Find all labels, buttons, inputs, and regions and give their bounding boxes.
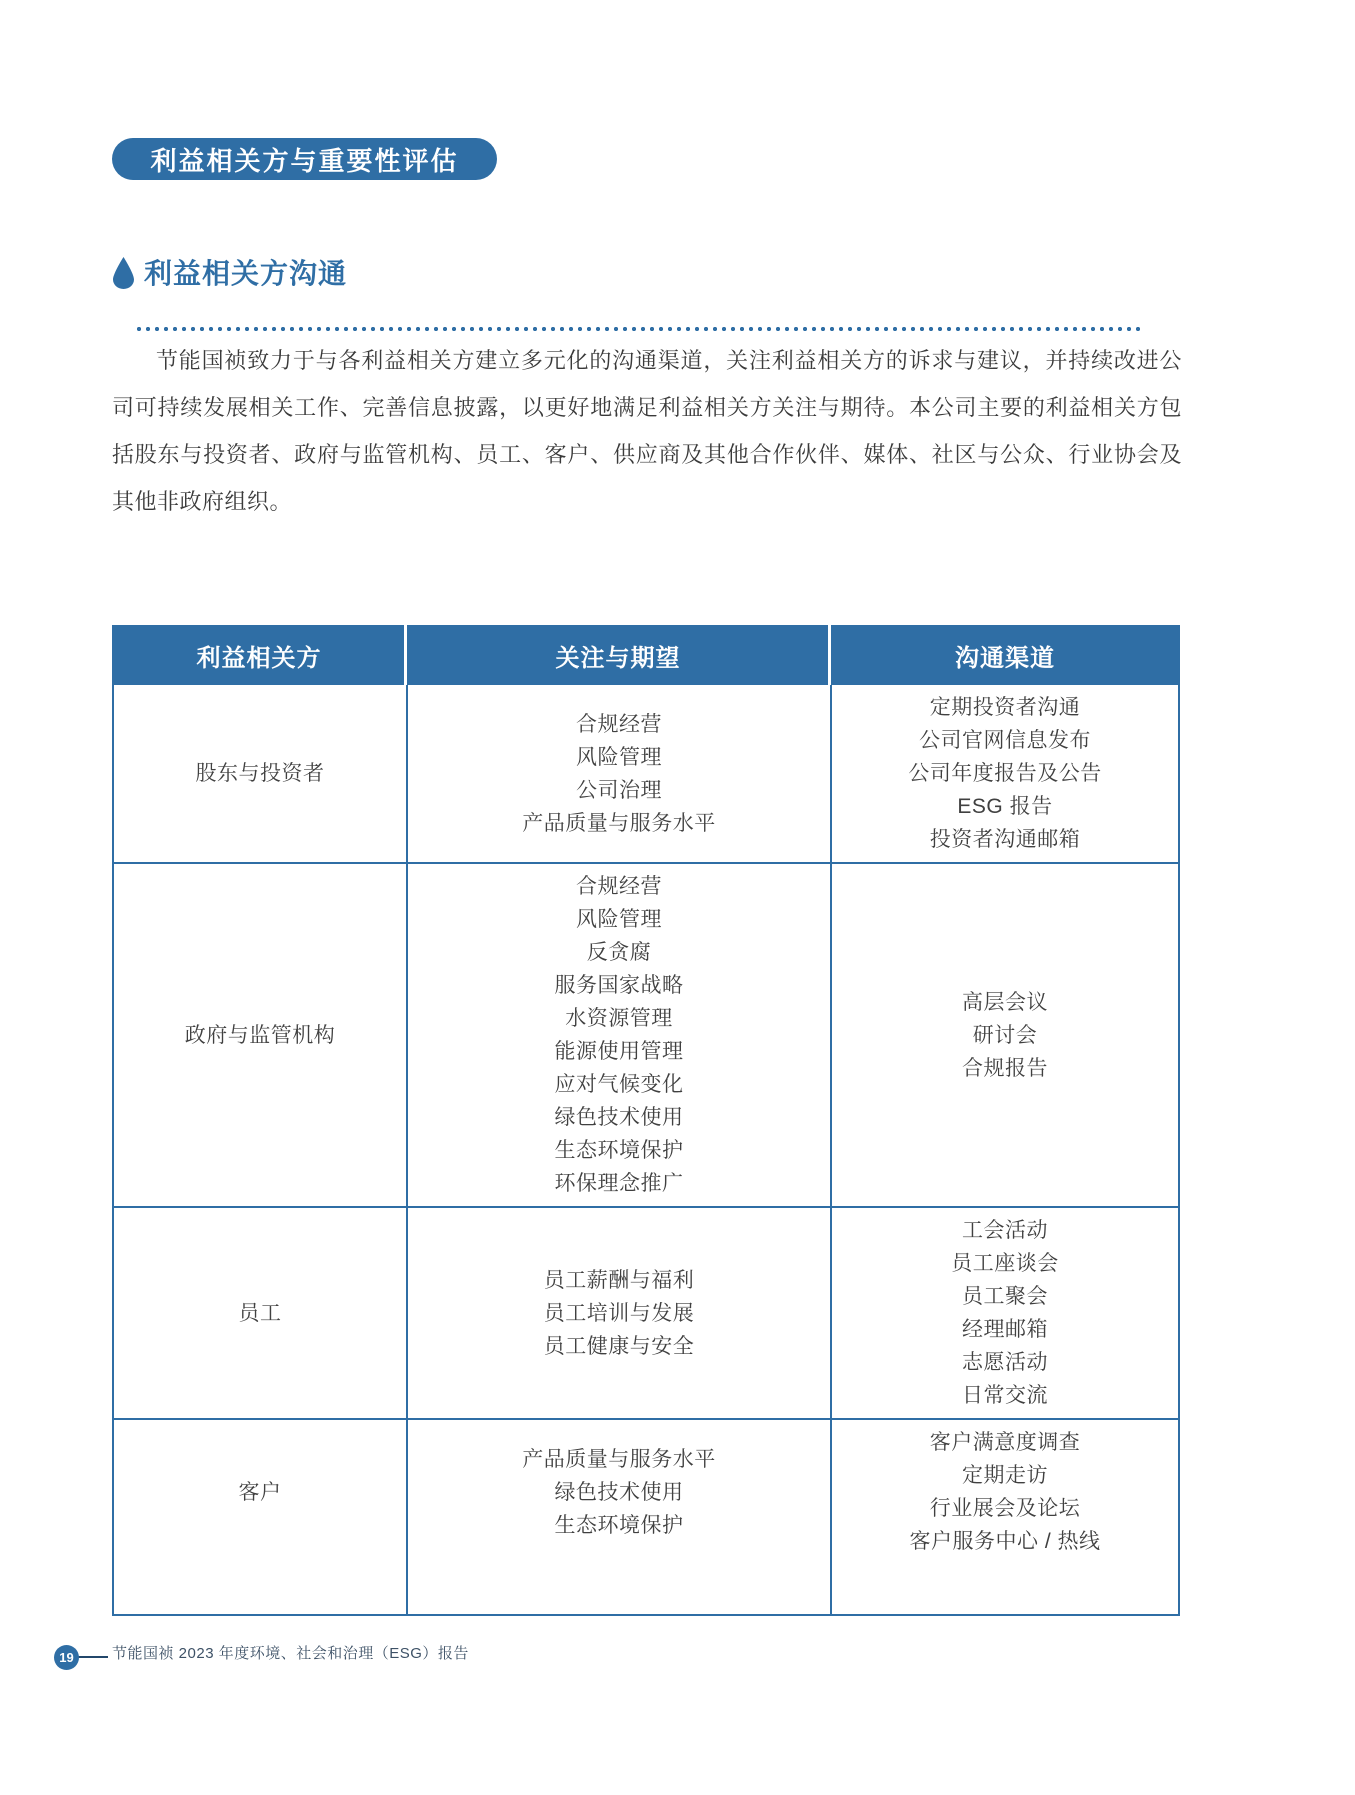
cell-line: 投资者沟通邮箱 <box>929 828 1081 851</box>
table-header-row <box>112 625 1180 685</box>
cell-line: 风险管理 <box>576 908 662 931</box>
cell-line: 员工聚会 <box>962 1285 1048 1308</box>
cell-line: 公司官网信息发布 <box>919 729 1091 752</box>
channels-cell <box>830 1420 1178 1614</box>
cell-line: 服务国家战略 <box>554 974 684 997</box>
cell-line: 能源使用管理 <box>554 1040 684 1063</box>
cell-line: 风险管理 <box>576 745 662 769</box>
cell-line: 员工薪酬与福利 <box>543 1268 695 1292</box>
cell-line: 客户满意度调查 <box>929 1431 1081 1454</box>
cell-line: 研讨会 <box>972 1023 1038 1047</box>
cell-line: 定期投资者沟通 <box>929 696 1081 719</box>
cell-line: 客户 <box>238 1480 282 1504</box>
table-row <box>114 685 1178 862</box>
cell-line: 日常交流 <box>962 1384 1048 1407</box>
cell-line: 员工培训与发展 <box>543 1301 695 1325</box>
cell-line: 生态环境保护 <box>554 1513 684 1537</box>
cell-line: 绿色技术使用 <box>554 1106 684 1129</box>
stakeholder-table <box>112 625 1180 1616</box>
page-number-badge: 19 <box>54 1645 79 1670</box>
channels-cell <box>830 685 1178 862</box>
cell-line: 政府与监管机构 <box>184 1023 336 1047</box>
stakeholder-cell <box>114 685 406 862</box>
cell-line: 生态环境保护 <box>554 1139 684 1162</box>
cell-line: 产品质量与服务水平 <box>522 1447 716 1471</box>
stakeholder-cell <box>114 1420 406 1614</box>
cell-line: 合规报告 <box>962 1056 1048 1080</box>
chapter-banner: 利益相关方与重要性评估 <box>112 138 497 180</box>
cell-line: 绿色技术使用 <box>554 1480 684 1504</box>
concerns-cell <box>406 1420 830 1614</box>
table-row <box>114 1418 1178 1614</box>
cell-line: 应对气候变化 <box>554 1073 684 1096</box>
stakeholder-cell <box>114 1208 406 1418</box>
channels-cell <box>830 1208 1178 1418</box>
cell-line: 反贪腐 <box>586 941 652 964</box>
concerns-cell <box>406 864 830 1206</box>
cell-line: ESG 报告 <box>957 795 1053 818</box>
cell-line: 经理邮箱 <box>962 1318 1048 1341</box>
cell-line: 工会活动 <box>962 1219 1048 1242</box>
table-row <box>114 1206 1178 1418</box>
header-gap <box>828 625 831 685</box>
cell-line: 员工座谈会 <box>951 1252 1059 1275</box>
table-row <box>114 862 1178 1206</box>
header-gap <box>404 625 407 685</box>
section-header <box>112 257 347 289</box>
header-cell-stakeholder: 利益相关方 <box>196 644 322 672</box>
cell-line: 合规经营 <box>576 875 662 898</box>
dotted-divider <box>136 326 1140 332</box>
cell-line: 行业展会及论坛 <box>929 1497 1081 1520</box>
cell-line: 产品质量与服务水平 <box>522 811 716 835</box>
cell-line: 高层会议 <box>962 990 1048 1014</box>
cell-line: 志愿活动 <box>962 1351 1048 1374</box>
footer-report-title: 节能国祯 2023 年度环境、社会和治理（ESG）报告 <box>112 1645 469 1662</box>
cell-line: 水资源管理 <box>565 1007 673 1030</box>
cell-line: 客户服务中心 / 热线 <box>909 1530 1101 1553</box>
cell-line: 公司年度报告及公告 <box>908 762 1102 785</box>
cell-line: 员工健康与安全 <box>543 1334 695 1358</box>
cell-line: 股东与投资者 <box>195 762 325 785</box>
concerns-cell <box>406 685 830 862</box>
water-drop-icon <box>112 257 135 289</box>
intro-paragraph: 节能国祯致力于与各利益相关方建立多元化的沟通渠道，关注利益相关方的诉求与建议，并持续改进公司可持续发展相关工作、完善信息披露，以更好地满足利益相关方关注与期待。本公司主要的利益相关方包括股东与投资者、政府与监管机构、员工、客户、供应商及其他合作伙伴、媒体、社区与公众、行业协会及其他非政府组织。 <box>112 348 1182 514</box>
stakeholder-cell <box>114 864 406 1206</box>
cell-line: 公司治理 <box>576 778 662 802</box>
concerns-cell <box>406 1208 830 1418</box>
cell-line: 合规经营 <box>576 712 662 736</box>
cell-line: 环保理念推广 <box>554 1172 684 1195</box>
section-title: 利益相关方沟通 <box>144 258 348 289</box>
header-cell-concerns: 关注与期望 <box>555 644 681 672</box>
channels-cell <box>830 864 1178 1206</box>
header-cell-channels: 沟通渠道 <box>955 644 1055 672</box>
cell-line: 员工 <box>238 1301 282 1325</box>
cell-line: 定期走访 <box>962 1464 1048 1487</box>
table-body <box>112 685 1180 1616</box>
